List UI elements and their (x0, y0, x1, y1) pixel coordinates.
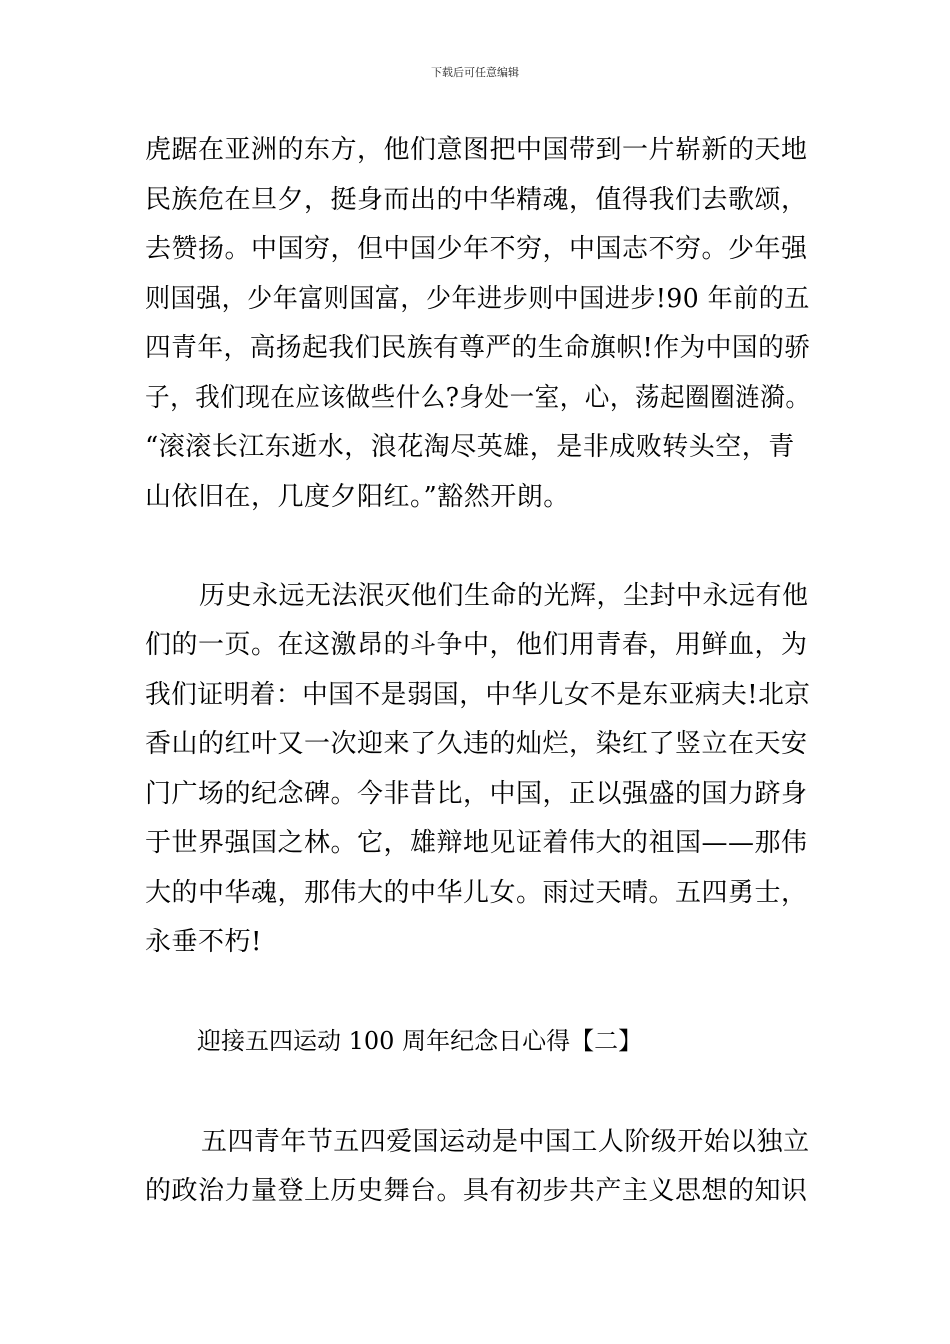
paragraph-line: 大的中华魂，那伟大的中华儿女。雨过天晴。五四勇士， (145, 878, 808, 908)
paragraph-line: 永垂不朽! (145, 927, 262, 957)
paragraph-line: 山依旧在，几度夕阳红。”豁然开朗。 (145, 482, 570, 512)
paragraph-line: 则国强，少年富则国富，少年进步则中国进步!90 年前的五 (145, 284, 810, 314)
paragraph-line: 民族危在旦夕，挺身而出的中华精魂，值得我们去歌颂， (145, 185, 808, 215)
section-heading: 迎接五四运动 100 周年纪念日心得【二】 (197, 1027, 643, 1055)
page-header: 下载后可任意编辑 (431, 66, 519, 79)
paragraph-line: 门广场的纪念碑。今非昔比，中国，正以强盛的国力跻身 (145, 779, 808, 809)
paragraph-line: 四青年，高扬起我们民族有尊严的生命旗帜!作为中国的骄 (145, 333, 811, 363)
paragraph-line: 子，我们现在应该做些什么?身处一室，心，荡起圈圈涟漪。 (145, 383, 811, 413)
paragraph-line: 五四青年节五四爱国运动是中国工人阶级开始以独立 (201, 1127, 810, 1157)
paragraph-line: 去赞扬。中国穷，但中国少年不穷，中国志不穷。少年强 (145, 234, 808, 264)
paragraph-line: “滚滚长江东逝水，浪花淘尽英雄，是非成败转头空，青 (145, 432, 795, 462)
paragraph-line: 的政治力量登上历史舞台。具有初步共产主义思想的知识 (145, 1176, 808, 1206)
paragraph-line: 虎踞在亚洲的东方，他们意图把中国带到一片崭新的天地 (145, 135, 808, 165)
paragraph-line: 于世界强国之林。它，雄辩地见证着伟大的祖国——那伟 (145, 828, 808, 858)
paragraph-line: 们的一页。在这激昂的斗争中，他们用青春，用鲜血，为 (145, 630, 808, 660)
paragraph-line: 历史永远无法泯灭他们生命的光辉，尘封中永远有他 (199, 581, 809, 611)
paragraph-line: 我们证明着：中国不是弱国，中华儿女不是东亚病夫!北京 (145, 680, 811, 710)
paragraph-line: 香山的红叶又一次迎来了久违的灿烂，染红了竖立在天安 (145, 729, 808, 759)
